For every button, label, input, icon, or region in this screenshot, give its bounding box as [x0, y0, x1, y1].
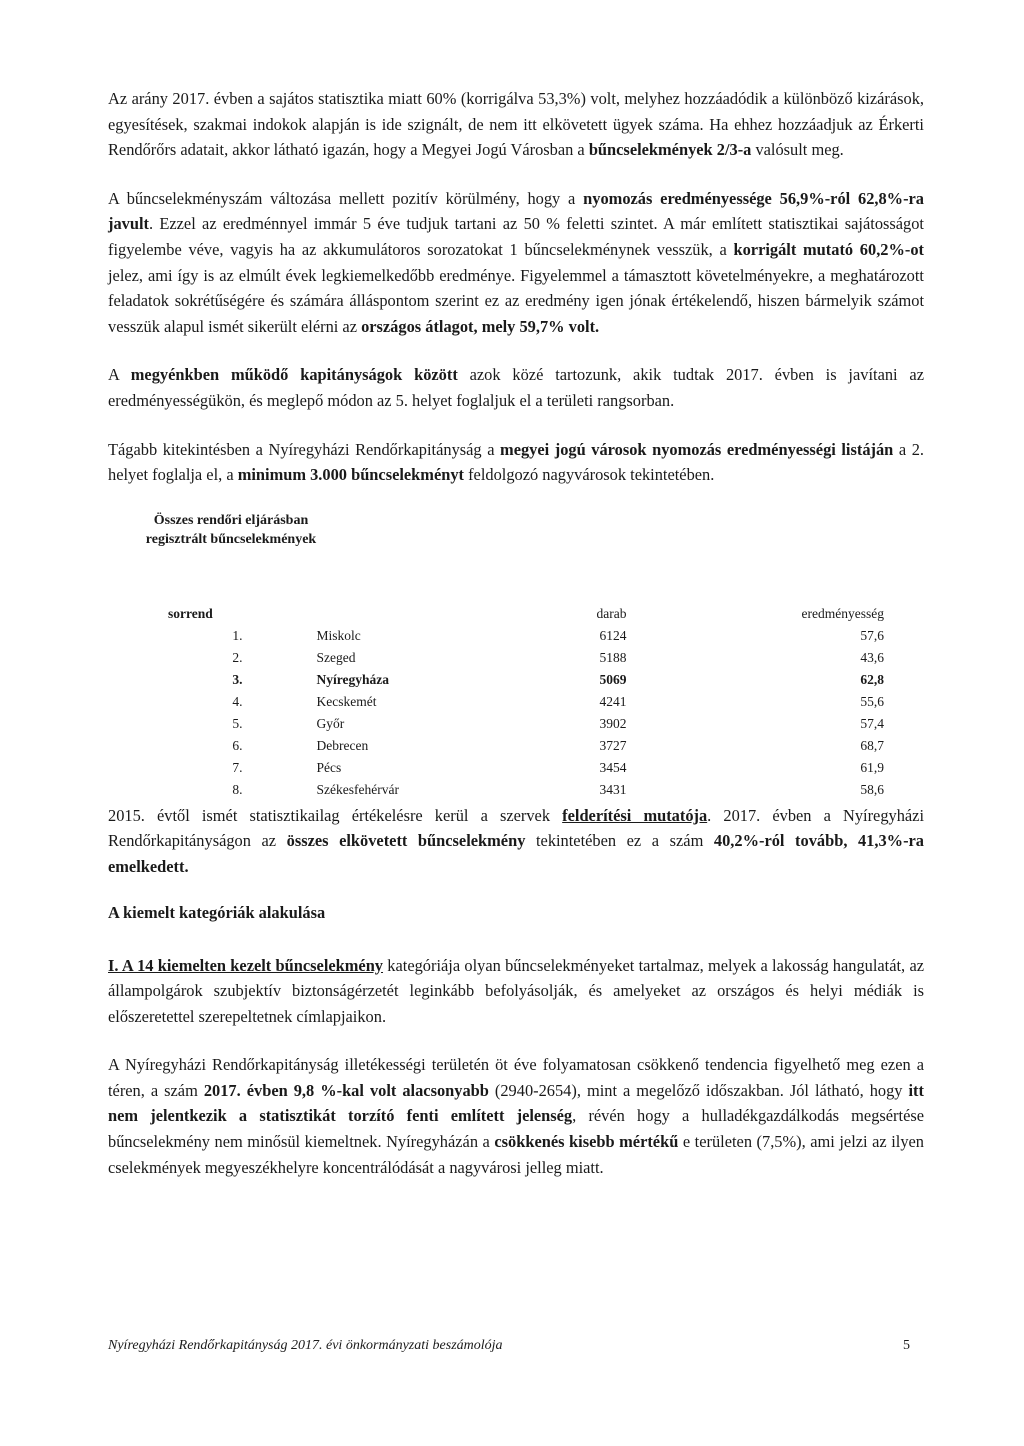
section-heading: A kiemelt kategóriák alakulása — [108, 902, 326, 922]
table-row — [168, 691, 884, 713]
header-city — [247, 603, 518, 625]
header-count: darab — [596, 605, 627, 621]
paragraph-priority-crimes — [108, 953, 924, 1030]
cell-efficiency: 57,6 — [860, 627, 884, 643]
text-run: Az arány 2017. évben a sajátos statisztika miatt 60% (korrigálva 53,3%) volt, melyhez hozzáadódik a különböző kizárások, egyesítések, szakmai indokok alapján is ide szignált, de nem itt elkövetett ügyek száma. Ha ehhez hozzáadjuk az Érkerti Rendőrőrs adatait, akkor látható igazán, hogy a Megyei Jogú Városban a — [108, 89, 924, 160]
cell-rank: 6. — [232, 737, 243, 753]
cell-efficiency: 43,6 — [860, 649, 884, 665]
text-run: . Ezzel az eredménnyel immár 5 éve tudjuk tartani az 50 % feletti szintet. A már említett statisztikai sajátosságot figyelembe véve, vagyis ha az akkumulátoros sorozatokat 1 bűncselekménynek vesszük, a — [108, 214, 924, 259]
cell-efficiency: 57,4 — [860, 715, 884, 731]
bold-text: minimum 3.000 bűncselekményt — [237, 465, 464, 485]
text-run: a 2. helyet foglalja el, a — [108, 439, 924, 485]
cell-rank: 1. — [232, 627, 243, 643]
cell-city: Szeged — [316, 649, 356, 665]
bold-text: 40,2%-ról tovább, 41,3%-ra emelkedett. — [108, 831, 924, 876]
ranking-table — [168, 603, 884, 801]
text-run: kategóriája olyan bűncselekményeket tartalmaz, melyek a lakosság hangulatát, az állampolgárok szubjektív biztonságérzetét leginkább befolyásolják, és amelyeket az országos és helyi médiák is előszeretettel szerepeltetnek címlapjaikon. — [108, 955, 924, 1026]
table-row — [168, 713, 884, 735]
cell-efficiency: 61,9 — [860, 759, 884, 775]
text-run: . 2017. évben a Nyíregyházi Rendőrkapitányságon az — [108, 805, 925, 851]
paragraph-city-ranking — [108, 437, 924, 488]
bold-text: megyénkben működő kapitányságok között — [130, 365, 458, 385]
cell-city: Kecskemét — [316, 693, 377, 709]
cell-rank: 5. — [232, 715, 243, 731]
document-body — [108, 86, 924, 1203]
cell-count: 3902 — [599, 715, 627, 731]
cell-count: 4241 — [599, 693, 627, 709]
text-run: A Nyíregyházi Rendőrkapitányság illetékességi területén öt éve folyamatosan csökkenő tendencia figyelhető meg ezen a téren, a szám — [108, 1055, 924, 1100]
cell-rank: 8. — [232, 781, 243, 797]
bold-text: nyomozás eredményessége 56,9%-ról 62,8%-ra javult — [108, 188, 925, 234]
table-row — [168, 735, 884, 757]
table-body — [168, 625, 884, 801]
text-run: tekintetében ez a szám — [525, 831, 714, 851]
cell-count: 3454 — [599, 759, 627, 775]
bold-text: bűncselekmények 2/3-a — [588, 140, 752, 160]
paragraph-county-ranking — [108, 362, 924, 413]
cell-rank: 7. — [232, 759, 243, 775]
paragraph-decreasing-trend — [108, 1052, 924, 1180]
underlined-text: felderítési mutatója — [562, 805, 708, 825]
cell-count: 3431 — [599, 781, 627, 797]
paragraph-ratio — [108, 86, 924, 163]
cell-city: Pécs — [316, 759, 342, 775]
text-run: feldolgozó nagyvárosok tekintetében. — [464, 465, 715, 485]
paragraph-detection-rate — [108, 803, 924, 880]
cell-efficiency: 55,6 — [860, 693, 884, 709]
table-row — [168, 625, 884, 647]
table-header-row — [168, 603, 884, 625]
table-caption: Összes rendőri eljárásban regisztrált bűncselekmények — [145, 512, 317, 547]
cell-city: Győr — [316, 715, 345, 731]
bold-text: 2017. évben 9,8 %-kal volt alacsonyabb — [203, 1080, 489, 1100]
table-row — [168, 779, 884, 801]
cell-count: 5069 — [599, 671, 627, 687]
header-efficiency: eredményesség — [801, 605, 884, 621]
text-run: e területen (7,5%), ami jelzi az ilyen cselekmények megyeszékhelyre koncentrálódását a nagyvárosi jelleg miatt. — [108, 1132, 924, 1177]
ranking-table-section — [108, 511, 924, 797]
bold-text: csökkenés kisebb mértékű — [494, 1132, 679, 1152]
cell-city: Nyíregyháza — [316, 671, 390, 687]
paragraph-investigation-efficiency — [108, 186, 924, 340]
cell-count: 3727 — [599, 737, 627, 753]
cell-efficiency: 68,7 — [860, 737, 884, 753]
text-run: (2940-2654), mint a megelőző időszakban. Jól látható, hogy — [488, 1080, 909, 1100]
cell-city: Debrecen — [316, 737, 369, 753]
footer-title: Nyíregyházi Rendőrkapitányság 2017. évi önkormányzati beszámolója — [108, 1338, 503, 1353]
bold-text: korrigált mutató 60,2%-ot — [733, 239, 924, 259]
text-run: jelez, ami így is az elmúlt évek legkiemelkedőbb eredménye. Figyelemmel a támasztott követelményekre, a meghatározott feladatok sokrétűségére és számára álláspontom szerint ez az eredmény igen jónak értékelendő, hiszen bármelyik számot vesszük alapul ismét sikerült elérni az — [108, 265, 924, 336]
cell-rank: 4. — [232, 693, 243, 709]
cell-count: 5188 — [599, 649, 627, 665]
page-number: 5 — [903, 1338, 910, 1353]
cell-efficiency: 58,6 — [860, 781, 884, 797]
cell-rank: 2. — [232, 649, 243, 665]
bold-text: összes elkövetett bűncselekmény — [286, 831, 526, 851]
text-run: A bűncselekményszám változása mellett pozitív körülmény, hogy a — [108, 188, 584, 208]
text-run: 2015. évtől ismét statisztikailag értékelésre kerül a szervek — [108, 805, 563, 825]
text-run: Tágabb kitekintésben a Nyíregyházi Rendőrkapitányság a — [108, 439, 501, 459]
bold-text: megyei jogú városok nyomozás eredményességi listáján — [500, 439, 894, 459]
text-run: A — [108, 365, 131, 385]
cell-count: 6124 — [599, 627, 627, 643]
text-run: azok közé tartozunk, akik tudtak 2017. évben is javítani az eredményességükön, és meglepő módon az 5. helyet foglaljuk el a területi rangsorban. — [108, 365, 924, 410]
header-rank: sorrend — [168, 605, 213, 621]
table-row — [168, 647, 884, 669]
page-footer — [108, 1338, 910, 1354]
bold-text: itt nem jelentkezik a statisztikát torzító fenti említett jelenség — [108, 1080, 924, 1126]
cell-rank: 3. — [232, 671, 243, 687]
cell-city: Miskolc — [316, 627, 361, 643]
underlined-text: I. A 14 kiemelten kezelt bűncselekmény — [108, 955, 384, 975]
table-row — [168, 669, 884, 691]
bold-text: országos átlagot, mely 59,7% volt. — [361, 316, 600, 336]
table-row — [168, 757, 884, 779]
cell-efficiency: 62,8 — [860, 671, 884, 687]
cell-city: Székesfehérvár — [316, 781, 399, 797]
text-run: , révén hogy a hulladékgazdálkodás megsértése bűncselekmény nem minősül kiemeltnek. Nyíregyházán a — [108, 1106, 924, 1152]
text-run: valósult meg. — [751, 140, 844, 160]
